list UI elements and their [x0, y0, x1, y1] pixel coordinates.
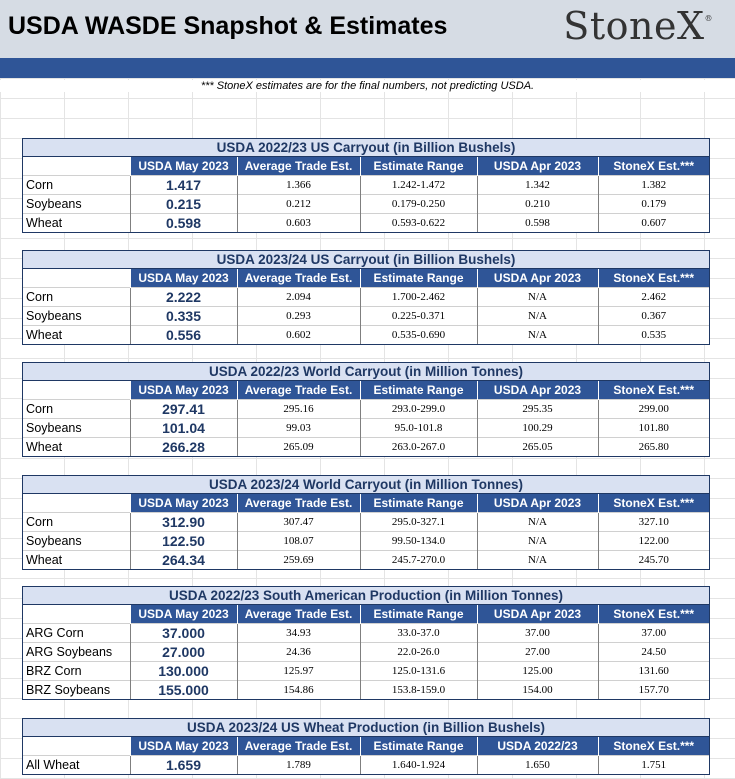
table-cell: 101.80: [598, 419, 709, 438]
column-header: Average Trade Est.: [237, 494, 360, 513]
table-cell: 265.05: [477, 438, 598, 457]
row-label: Soybeans: [23, 307, 130, 326]
table-cell: 327.10: [598, 513, 709, 532]
column-header: USDA May 2023: [130, 269, 237, 288]
column-header: StoneX Est.***: [598, 381, 709, 400]
usda-may-value: 0.598: [130, 214, 237, 233]
table-cell: 108.07: [237, 532, 360, 551]
row-label: Soybeans: [23, 419, 130, 438]
table-cell: 33.0-37.0: [360, 624, 477, 643]
row-label: Wheat: [23, 326, 130, 345]
column-header: USDA 2022/23: [477, 737, 598, 756]
table-cell: N/A: [477, 513, 598, 532]
row-label: Wheat: [23, 551, 130, 570]
column-header: Estimate Range: [360, 269, 477, 288]
table-cell: 295.35: [477, 400, 598, 419]
table-cell: N/A: [477, 326, 598, 345]
usda-may-value: 122.50: [130, 532, 237, 551]
table-cell: 1.700-2.462: [360, 288, 477, 307]
table-cell: 37.00: [477, 624, 598, 643]
column-header: Estimate Range: [360, 381, 477, 400]
usda-may-value: 0.335: [130, 307, 237, 326]
table-cell: 263.0-267.0: [360, 438, 477, 457]
data-table: [23, 605, 709, 699]
column-header: Average Trade Est.: [237, 269, 360, 288]
section-2023-24-us-carryout: [22, 250, 710, 345]
table-cell: 0.210: [477, 195, 598, 214]
page-title: USDA WASDE Snapshot & Estimates: [8, 12, 448, 40]
column-header: Estimate Range: [360, 157, 477, 176]
table-cell: 34.93: [237, 624, 360, 643]
table-cell: 0.607: [598, 214, 709, 233]
column-header: USDA Apr 2023: [477, 605, 598, 624]
table-cell: 0.603: [237, 214, 360, 233]
row-label: ARG Corn: [23, 624, 130, 643]
row-label: Wheat: [23, 438, 130, 457]
table-row: [23, 176, 709, 195]
table-cell: 295.0-327.1: [360, 513, 477, 532]
table-row: [23, 681, 709, 700]
table-cell: 2.462: [598, 288, 709, 307]
logo-text: StoneX: [563, 4, 705, 48]
table-row: [23, 400, 709, 419]
table-cell: 265.80: [598, 438, 709, 457]
usda-may-value: 312.90: [130, 513, 237, 532]
usda-may-value: 0.556: [130, 326, 237, 345]
row-label: Corn: [23, 513, 130, 532]
usda-may-value: 101.04: [130, 419, 237, 438]
table-cell: 0.535: [598, 326, 709, 345]
table-row: [23, 643, 709, 662]
usda-may-value: 37.000: [130, 624, 237, 643]
table-row: [23, 662, 709, 681]
column-header: Estimate Range: [360, 494, 477, 513]
table-cell: 0.293: [237, 307, 360, 326]
table-cell: 99.03: [237, 419, 360, 438]
table-cell: 1.382: [598, 176, 709, 195]
table-cell: 299.00: [598, 400, 709, 419]
table-cell: 0.179: [598, 195, 709, 214]
usda-may-value: 1.417: [130, 176, 237, 195]
table-cell: 1.789: [237, 756, 360, 775]
column-header: USDA Apr 2023: [477, 269, 598, 288]
data-table: [23, 269, 709, 344]
column-header: Average Trade Est.: [237, 157, 360, 176]
table-cell: 0.367: [598, 307, 709, 326]
table-row: [23, 551, 709, 570]
table-cell: 1.751: [598, 756, 709, 775]
table-cell: 1.640-1.924: [360, 756, 477, 775]
table-cell: 95.0-101.8: [360, 419, 477, 438]
column-header: StoneX Est.***: [598, 737, 709, 756]
usda-may-value: 1.659: [130, 756, 237, 775]
stonex-logo: [563, 4, 713, 48]
column-header-row: [23, 737, 709, 756]
row-label: Soybeans: [23, 532, 130, 551]
table-cell: 293.0-299.0: [360, 400, 477, 419]
usda-may-value: 297.41: [130, 400, 237, 419]
column-header: [23, 737, 130, 756]
table-cell: 125.0-131.6: [360, 662, 477, 681]
table-cell: 131.60: [598, 662, 709, 681]
column-header: USDA Apr 2023: [477, 157, 598, 176]
table-row: [23, 326, 709, 345]
table-cell: 0.225-0.371: [360, 307, 477, 326]
table-cell: 22.0-26.0: [360, 643, 477, 662]
column-header: [23, 269, 130, 288]
table-cell: N/A: [477, 532, 598, 551]
table-cell: 1.242-1.472: [360, 176, 477, 195]
row-label: Corn: [23, 400, 130, 419]
column-header: USDA May 2023: [130, 605, 237, 624]
column-header: Average Trade Est.: [237, 737, 360, 756]
table-cell: 2.094: [237, 288, 360, 307]
section-title: USDA 2023/24 US Carryout (in Billion Bushels): [23, 251, 709, 269]
usda-may-value: 264.34: [130, 551, 237, 570]
row-label: Soybeans: [23, 195, 130, 214]
table-cell: 100.29: [477, 419, 598, 438]
row-label: Corn: [23, 176, 130, 195]
table-cell: 125.00: [477, 662, 598, 681]
column-header: StoneX Est.***: [598, 605, 709, 624]
table-cell: 295.16: [237, 400, 360, 419]
table-row: [23, 513, 709, 532]
header-divider-bar: [0, 58, 735, 78]
table-row: [23, 307, 709, 326]
usda-may-value: 2.222: [130, 288, 237, 307]
column-header: [23, 381, 130, 400]
column-header-row: [23, 157, 709, 176]
column-header: USDA Apr 2023: [477, 381, 598, 400]
column-header: USDA May 2023: [130, 494, 237, 513]
table-row: [23, 214, 709, 233]
usda-may-value: 155.000: [130, 681, 237, 700]
column-header-row: [23, 269, 709, 288]
usda-may-value: 130.000: [130, 662, 237, 681]
table-cell: 0.593-0.622: [360, 214, 477, 233]
registered-mark: ®: [704, 14, 713, 23]
table-cell: 24.50: [598, 643, 709, 662]
column-header: [23, 605, 130, 624]
table-row: [23, 288, 709, 307]
section-2022-23-world-carryout: [22, 362, 710, 457]
column-header: USDA May 2023: [130, 157, 237, 176]
table-cell: 154.86: [237, 681, 360, 700]
table-row: [23, 438, 709, 457]
table-cell: 154.00: [477, 681, 598, 700]
table-cell: 125.97: [237, 662, 360, 681]
table-cell: 0.598: [477, 214, 598, 233]
section-title: USDA 2022/23 South American Production (in Million Tonnes): [23, 587, 709, 605]
section-2023-24-world-carryout: [22, 475, 710, 570]
column-header: Estimate Range: [360, 737, 477, 756]
column-header: USDA Apr 2023: [477, 494, 598, 513]
table-cell: N/A: [477, 551, 598, 570]
data-table: [23, 494, 709, 569]
section-south-american-production: [22, 586, 710, 700]
table-cell: 24.36: [237, 643, 360, 662]
table-row: [23, 419, 709, 438]
report-header: [0, 0, 735, 58]
data-table: [23, 381, 709, 456]
table-cell: 153.8-159.0: [360, 681, 477, 700]
data-table: [23, 737, 709, 774]
table-cell: 99.50-134.0: [360, 532, 477, 551]
column-header: Average Trade Est.: [237, 381, 360, 400]
table-cell: 265.09: [237, 438, 360, 457]
table-row: [23, 532, 709, 551]
column-header: USDA May 2023: [130, 737, 237, 756]
section-title: USDA 2022/23 World Carryout (in Million Tonnes): [23, 363, 709, 381]
table-cell: 27.00: [477, 643, 598, 662]
table-cell: N/A: [477, 307, 598, 326]
table-cell: 0.212: [237, 195, 360, 214]
table-cell: 245.7-270.0: [360, 551, 477, 570]
table-cell: 307.47: [237, 513, 360, 532]
row-label: All Wheat: [23, 756, 130, 775]
section-title: USDA 2023/24 World Carryout (in Million Tonnes): [23, 476, 709, 494]
table-cell: 122.00: [598, 532, 709, 551]
column-header: USDA May 2023: [130, 381, 237, 400]
table-row: [23, 756, 709, 775]
row-label: BRZ Corn: [23, 662, 130, 681]
column-header: Estimate Range: [360, 605, 477, 624]
table-cell: 0.179-0.250: [360, 195, 477, 214]
estimates-footnote: *** StoneX estimates are for the final numbers, not predicting USDA.: [0, 80, 735, 92]
section-us-wheat-production: [22, 718, 710, 775]
row-label: ARG Soybeans: [23, 643, 130, 662]
table-cell: 157.70: [598, 681, 709, 700]
column-header: [23, 494, 130, 513]
usda-may-value: 0.215: [130, 195, 237, 214]
column-header: StoneX Est.***: [598, 494, 709, 513]
column-header: StoneX Est.***: [598, 157, 709, 176]
data-table: [23, 157, 709, 232]
table-row: [23, 195, 709, 214]
column-header-row: [23, 494, 709, 513]
column-header-row: [23, 605, 709, 624]
table-cell: 245.70: [598, 551, 709, 570]
table-cell: 1.342: [477, 176, 598, 195]
table-cell: 1.366: [237, 176, 360, 195]
column-header: StoneX Est.***: [598, 269, 709, 288]
row-label: BRZ Soybeans: [23, 681, 130, 700]
usda-may-value: 27.000: [130, 643, 237, 662]
table-cell: 259.69: [237, 551, 360, 570]
table-cell: 0.535-0.690: [360, 326, 477, 345]
row-label: Corn: [23, 288, 130, 307]
table-cell: N/A: [477, 288, 598, 307]
column-header: [23, 157, 130, 176]
row-label: Wheat: [23, 214, 130, 233]
section-title: USDA 2023/24 US Wheat Production (in Billion Bushels): [23, 719, 709, 737]
table-cell: 1.650: [477, 756, 598, 775]
section-title: USDA 2022/23 US Carryout (in Billion Bushels): [23, 139, 709, 157]
column-header-row: [23, 381, 709, 400]
table-cell: 0.602: [237, 326, 360, 345]
column-header: Average Trade Est.: [237, 605, 360, 624]
section-2022-23-us-carryout: [22, 138, 710, 233]
table-row: [23, 624, 709, 643]
usda-may-value: 266.28: [130, 438, 237, 457]
table-cell: 37.00: [598, 624, 709, 643]
